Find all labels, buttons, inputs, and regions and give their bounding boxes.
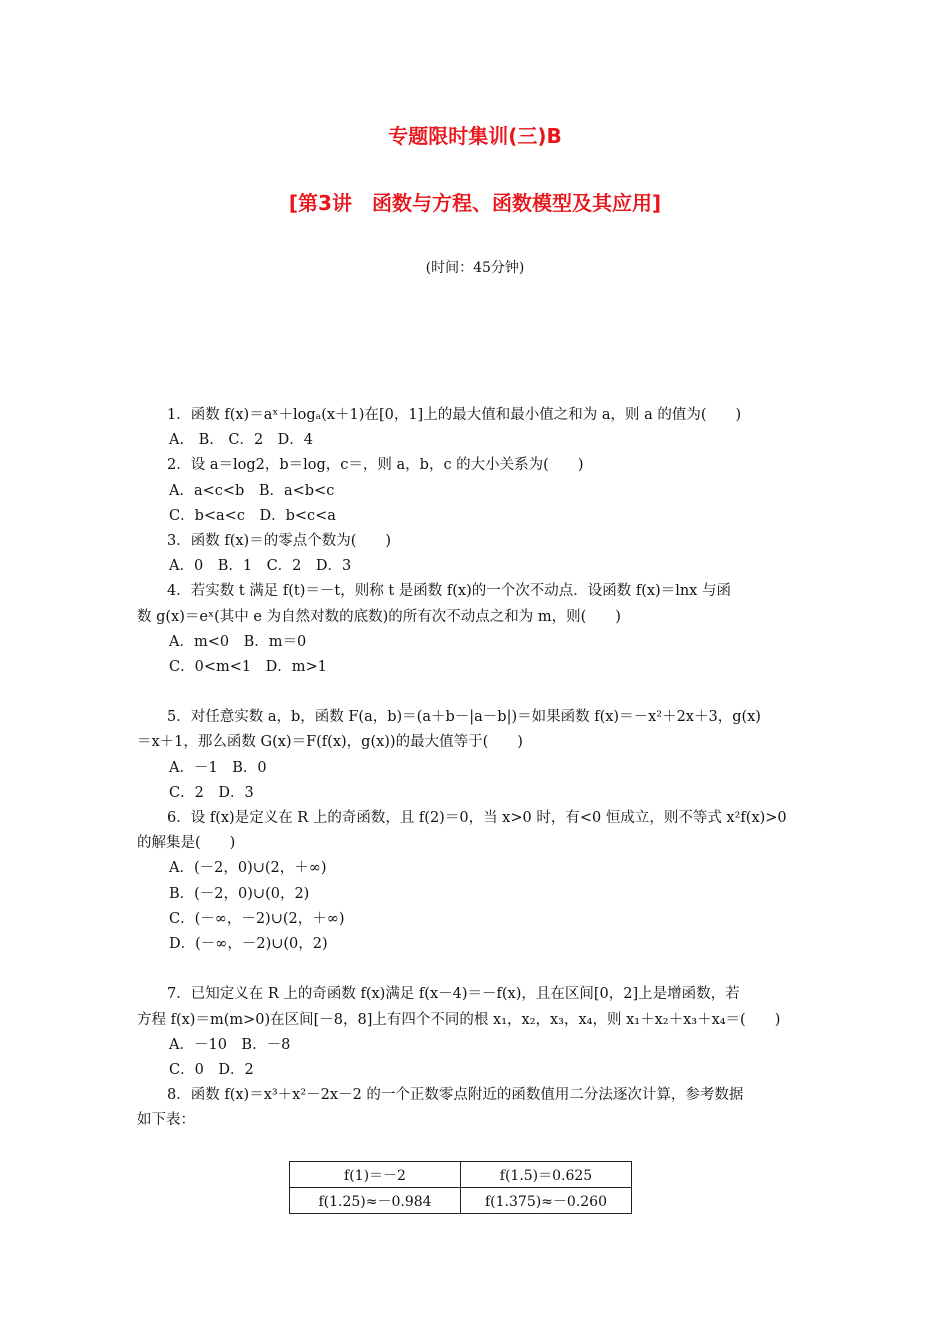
answer-options: C．(－∞，－2)∪(2，＋∞) — [169, 910, 345, 927]
answer-options: C．2 D．3 — [169, 784, 254, 801]
question-text: 4．若实数 t 满足 f(t)＝－t，则称 t 是函数 f(x)的一个次不动点．设函数 f(x)＝lnx 与函 — [167, 583, 731, 600]
answer-options: A．a<c<b B．a<b<c — [169, 482, 335, 499]
question-text: 如下表： — [137, 1112, 195, 1129]
lesson-subtitle: [第3讲 函数与方程、函数模型及其应用] — [288, 191, 662, 215]
question — [137, 579, 817, 680]
table-row — [290, 1188, 632, 1214]
question — [137, 403, 817, 453]
question-text: 方程 f(x)＝m(m>0)在区间[－8，8]上有四个不同的根 x₁，x₂，x₃，x₄，则 x₁＋x₂＋x₃＋x₄＝( ) — [137, 1011, 781, 1028]
answer-options: A．－10 B．－8 — [169, 1036, 291, 1053]
question-list — [137, 403, 817, 1133]
time-limit: (时间：45分钟) — [425, 260, 525, 276]
answer-options: A．m<0 B．m＝0 — [169, 633, 307, 650]
answer-options: A．－1 B．0 — [169, 759, 267, 776]
answer-options: C．0 D．2 — [169, 1061, 254, 1078]
answer-options: A．0 B．1 C．2 D．3 — [169, 558, 352, 575]
table-row — [290, 1162, 632, 1188]
question-text: 数 g(x)＝eˣ(其中 e 为自然对数的底数)的所有次不动点之和为 m，则( ) — [137, 608, 621, 625]
question-text: 5．对任意实数 a，b，函数 F(a，b)＝(a＋b－|a－b|)＝如果函数 f(x)＝－x²＋2x＋3，g(x) — [167, 709, 761, 726]
answer-options: B．(－2，0)∪(0，2) — [169, 885, 310, 902]
table-cell: f(1.25)≈－0.984 — [290, 1188, 461, 1214]
page-title: 专题限时集训(三)B — [388, 124, 562, 148]
question — [137, 453, 817, 529]
question — [137, 806, 817, 957]
question-text: 8．函数 f(x)＝x³＋x²－2x－2 的一个正数零点附近的函数值用二分法逐次计算，参考数据 — [167, 1087, 744, 1104]
table-cell: f(1.375)≈－0.260 — [461, 1188, 632, 1214]
question — [137, 1083, 817, 1133]
answer-options: A. B. C．2 D．4 — [169, 432, 314, 449]
question-text: 1．函数 f(x)＝aˣ＋logₐ(x＋1)在[0，1]上的最大值和最小值之和为 a，则 a 的值为( ) — [167, 407, 742, 423]
answer-options: C．b<a<c D．b<c<a — [169, 507, 336, 524]
question-text: 3．函数 f(x)＝的零点个数为( ) — [167, 532, 392, 549]
answer-options: A．(－2，0)∪(2，＋∞) — [169, 860, 327, 877]
question-text: 6．设 f(x)是定义在 R 上的奇函数，且 f(2)＝0，当 x>0 时，有<0 恒成立，则不等式 x²f(x)>0 — [167, 810, 787, 826]
question — [137, 982, 817, 1083]
question-text: 7．已知定义在 R 上的奇函数 f(x)满足 f(x－4)＝－f(x)，且在区间[0，2]上是增函数，若 — [167, 986, 740, 1003]
reference-data-table — [289, 1161, 632, 1214]
question — [137, 705, 817, 806]
question — [137, 529, 817, 579]
question-text: 2．设 a＝log2，b＝log，c＝，则 a，b，c 的大小关系为( ) — [167, 457, 584, 474]
table-cell: f(1)＝－2 — [290, 1162, 461, 1188]
table-cell: f(1.5)＝0.625 — [461, 1162, 632, 1188]
answer-options: C．0<m<1 D．m>1 — [169, 658, 327, 675]
answer-options: D．(－∞，－2)∪(0，2) — [169, 935, 328, 952]
question-text: ＝x＋1，那么函数 G(x)＝F(f(x)，g(x))的最大值等于( ) — [137, 734, 523, 751]
question-text: 的解集是( ) — [137, 835, 236, 852]
